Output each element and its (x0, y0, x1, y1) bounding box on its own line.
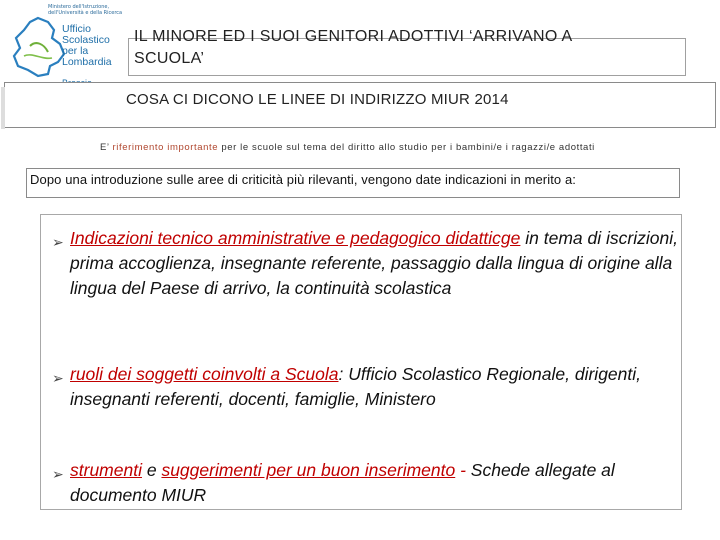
reference-highlight: riferimento importante (112, 142, 219, 153)
list-item (70, 226, 680, 301)
item-text: e (141, 460, 162, 480)
office-label-line: Lombardia (62, 56, 112, 68)
arrowhead-bullet-icon: ➢ (52, 466, 64, 482)
reference-prefix: E’ (100, 142, 113, 153)
reference-text: per le scuole sul tema del diritto allo studio per i bambini/e i ragazzi/e adottati (218, 142, 595, 153)
item-text: Schede allegate al documento MIUR (70, 460, 615, 505)
item-highlight: strumenti (70, 460, 142, 480)
slide-title (134, 26, 684, 70)
list-item (70, 458, 680, 508)
lombardia-map-icon (8, 16, 68, 78)
arrowhead-bullet-icon: ➢ (52, 234, 64, 250)
item-highlight: suggerimenti per un buon inserimento (161, 460, 456, 480)
arrowhead-bullet-icon: ➢ (52, 370, 64, 386)
item-separator: - (455, 460, 471, 480)
title-line-2: SCUOLA’ (134, 50, 205, 67)
title-line-1: IL MINORE ED I SUOI GENITORI ADOTTIVI ‘ARRIVANO A (134, 28, 573, 45)
item-text: in tema di iscrizioni, prima accoglienza, insegnante referente, passaggio dalla lingua di origine alla lingua del Paese di arrivo, la continuità scolastica (70, 228, 678, 298)
list-item (70, 362, 680, 412)
item-text: : Ufficio Scolastico Regionale, dirigenti, insegnanti referenti, docenti, famiglie, Ministero (70, 364, 642, 409)
office-label-line: Scolastico (62, 34, 110, 46)
item-highlight: Indicazioni tecnico amministrative e pedagogico didatticge (70, 228, 521, 248)
slide-subtitle: COSA CI DICONO LE LINEE DI INDIRIZZO MIUR 2014 (126, 91, 509, 108)
ministry-label: Ministero dell'Istruzione, dell'Università e della Ricerca (48, 4, 123, 16)
office-label-line: Ufficio (62, 23, 91, 35)
reference-line (100, 142, 595, 153)
intro-text: Dopo una introduzione sulle aree di criticità più rilevanti, vengono date indicazioni in merito a: (30, 172, 576, 187)
office-label-line: per la (62, 45, 89, 57)
office-label (62, 24, 128, 68)
item-highlight: ruoli dei soggetti coinvolti a Scuola (70, 364, 339, 384)
usr-lombardia-logo (8, 2, 126, 94)
